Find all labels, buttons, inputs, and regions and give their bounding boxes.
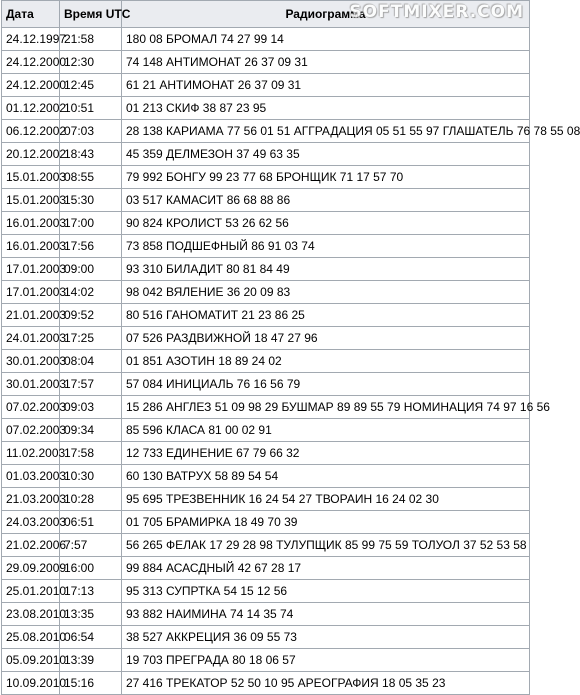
cell-date: 21.01.2003 <box>2 304 60 327</box>
cell-date: 17.01.2003 <box>2 281 60 304</box>
cell-time: 16:00 <box>60 557 122 580</box>
table-row <box>2 511 530 534</box>
table-row <box>2 74 530 97</box>
cell-time: 09:03 <box>60 396 122 419</box>
cell-message: 95 313 СУПРТКА 54 15 12 56 <box>122 580 530 603</box>
cell-time: 17:00 <box>60 212 122 235</box>
cell-message: 93 882 НАИМИНА 74 14 35 74 <box>122 603 530 626</box>
cell-time: 12:30 <box>60 51 122 74</box>
cell-date: 05.09.2010 <box>2 649 60 672</box>
cell-time: 21:58 <box>60 28 122 51</box>
table-row <box>2 143 530 166</box>
table-row <box>2 603 530 626</box>
table-row <box>2 350 530 373</box>
table-row <box>2 534 530 557</box>
table-row <box>2 235 530 258</box>
cell-date: 15.01.2003 <box>2 166 60 189</box>
cell-date: 10.09.2010 <box>2 672 60 695</box>
cell-message: 180 08 БРОМАЛ 74 27 99 14 <box>122 28 530 51</box>
cell-date: 01.03.2003 <box>2 465 60 488</box>
cell-date: 30.01.2003 <box>2 373 60 396</box>
watermark-logo: SOFTMIXER.COM <box>349 2 524 22</box>
cell-message: 45 359 ДЕЛМЕЗОН 37 49 63 35 <box>122 143 530 166</box>
cell-message: 85 596 КЛАСА 81 00 02 91 <box>122 419 530 442</box>
cell-message: 98 042 ВЯЛЕНИЕ 36 20 09 83 <box>122 281 530 304</box>
cell-time: 09:34 <box>60 419 122 442</box>
table-row <box>2 396 530 419</box>
cell-time: 10:30 <box>60 465 122 488</box>
cell-date: 11.02.2003 <box>2 442 60 465</box>
cell-message: 57 084 ИНИЦИАЛЬ 76 16 56 79 <box>122 373 530 396</box>
table-row <box>2 672 530 695</box>
cell-time: 13:35 <box>60 603 122 626</box>
cell-message: 80 516 ГАНОМАТИТ 21 23 86 25 <box>122 304 530 327</box>
cell-date: 07.02.2003 <box>2 419 60 442</box>
cell-time: 12:45 <box>60 74 122 97</box>
cell-time: 14:02 <box>60 281 122 304</box>
header-row <box>2 1 530 28</box>
table-row <box>2 51 530 74</box>
cell-message: 90 824 КРОЛИСТ 53 26 62 56 <box>122 212 530 235</box>
cell-time: 08:04 <box>60 350 122 373</box>
cell-date: 24.12.2000 <box>2 74 60 97</box>
cell-time: 10:28 <box>60 488 122 511</box>
cell-time: 13:39 <box>60 649 122 672</box>
table-row <box>2 557 530 580</box>
cell-date: 24.12.2000 <box>2 51 60 74</box>
table-row <box>2 442 530 465</box>
cell-message: 60 130 ВАТРУХ 58 89 54 54 <box>122 465 530 488</box>
cell-date: 21.03.2003 <box>2 488 60 511</box>
cell-date: 23.08.2010 <box>2 603 60 626</box>
cell-message: 15 286 АНГЛЕЗ 51 09 98 29 БУШМАР 89 89 55 79 НОМИНАЦИЯ 74 97 16 56 <box>122 396 530 419</box>
cell-message: 07 526 РАЗДВИЖНОЙ 18 47 27 96 <box>122 327 530 350</box>
table-row <box>2 488 530 511</box>
cell-date: 16.01.2003 <box>2 235 60 258</box>
cell-date: 21.02.2006 <box>2 534 60 557</box>
table-row <box>2 649 530 672</box>
table-row <box>2 212 530 235</box>
radiogram-table <box>1 0 580 695</box>
cell-message: 61 21 АНТИМОНАТ 26 37 09 31 <box>122 74 530 97</box>
cell-date: 07.02.2003 <box>2 396 60 419</box>
table-row <box>2 97 530 120</box>
column-header-time[interactable]: Время UTC <box>60 1 122 28</box>
cell-time: 18:43 <box>60 143 122 166</box>
table-row <box>2 373 530 396</box>
cell-message: 74 148 АНТИМОНАТ 26 37 09 31 <box>122 51 530 74</box>
cell-time: 15:16 <box>60 672 122 695</box>
column-header-message[interactable]: Радиограмма <box>122 1 530 28</box>
cell-date: 01.12.2002 <box>2 97 60 120</box>
table-row <box>2 626 530 649</box>
cell-date: 30.01.2003 <box>2 350 60 373</box>
cell-time: 17:56 <box>60 235 122 258</box>
cell-message: 12 733 ЕДИНЕНИЕ 67 79 66 32 <box>122 442 530 465</box>
column-header-date[interactable]: Дата <box>2 1 60 28</box>
cell-message: 01 851 АЗОТИН 18 89 24 02 <box>122 350 530 373</box>
cell-time: 09:00 <box>60 258 122 281</box>
cell-message: 56 265 ФЕЛАК 17 29 28 98 ТУЛУПЩИК 85 99 75 59 ТОЛУОЛ 37 52 53 58 <box>122 534 530 557</box>
cell-message: 27 416 ТРЕКАТОР 52 50 10 95 АРЕОГРАФИЯ 18 05 35 23 <box>122 672 530 695</box>
cell-time: 17:57 <box>60 373 122 396</box>
cell-date: 20.12.2002 <box>2 143 60 166</box>
cell-message: 93 310 БИЛАДИТ 80 81 84 49 <box>122 258 530 281</box>
cell-time: 06:54 <box>60 626 122 649</box>
cell-message: 99 884 АСАСДНЫЙ 42 67 28 17 <box>122 557 530 580</box>
table-row <box>2 258 530 281</box>
table-row <box>2 327 530 350</box>
cell-message: 28 138 КАРИАМА 77 56 01 51 АГГРАДАЦИЯ 05 51 55 97 ГЛАШАТЕЛЬ 76 78 55 08 <box>122 120 530 143</box>
cell-date: 16.01.2003 <box>2 212 60 235</box>
cell-message: 03 517 КАМАСИТ 86 68 88 86 <box>122 189 530 212</box>
cell-message: 73 858 ПОДШЕФНЫЙ 86 91 03 74 <box>122 235 530 258</box>
cell-date: 24.12.1997 <box>2 28 60 51</box>
table-row <box>2 120 530 143</box>
cell-date: 06.12.2002 <box>2 120 60 143</box>
cell-message: 79 992 БОНГУ 99 23 77 68 БРОНЩИК 71 17 57 70 <box>122 166 530 189</box>
cell-time: 17:58 <box>60 442 122 465</box>
table-row <box>2 166 530 189</box>
cell-message: 01 705 БРАМИРКА 18 49 70 39 <box>122 511 530 534</box>
cell-date: 25.08.2010 <box>2 626 60 649</box>
cell-time: 06:51 <box>60 511 122 534</box>
cell-time: 10:51 <box>60 97 122 120</box>
cell-time: 7:57 <box>60 534 122 557</box>
cell-message: 01 213 СКИФ 38 87 23 95 <box>122 97 530 120</box>
cell-time: 07:03 <box>60 120 122 143</box>
cell-message: 95 695 ТРЕЗВЕННИК 16 24 54 27 ТВОРАИН 16 24 02 30 <box>122 488 530 511</box>
cell-date: 24.03.2003 <box>2 511 60 534</box>
cell-message: 19 703 ПРЕГРАДА 80 18 06 57 <box>122 649 530 672</box>
cell-time: 17:25 <box>60 327 122 350</box>
table-row <box>2 304 530 327</box>
cell-date: 17.01.2003 <box>2 258 60 281</box>
cell-time: 08:55 <box>60 166 122 189</box>
table-row <box>2 189 530 212</box>
table-row <box>2 419 530 442</box>
table-row <box>2 465 530 488</box>
table-row <box>2 580 530 603</box>
cell-time: 17:13 <box>60 580 122 603</box>
cell-date: 15.01.2003 <box>2 189 60 212</box>
cell-time: 15:30 <box>60 189 122 212</box>
table-body <box>2 28 580 695</box>
cell-message: 38 527 АККРЕЦИЯ 36 09 55 73 <box>122 626 530 649</box>
table-row <box>2 281 530 304</box>
cell-date: 25.01.2010 <box>2 580 60 603</box>
table-row <box>2 28 530 51</box>
cell-date: 24.01.2003 <box>2 327 60 350</box>
cell-date: 29.09.2009 <box>2 557 60 580</box>
cell-time: 09:52 <box>60 304 122 327</box>
